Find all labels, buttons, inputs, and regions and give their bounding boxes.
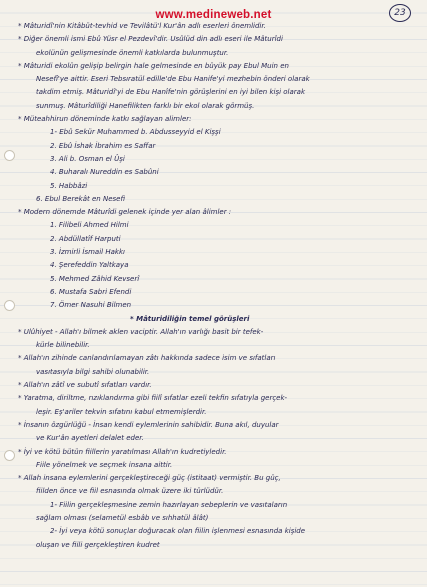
list-item: 1. Filibeli Ahmed Hilmi [50,221,129,230]
list-item: 3. İzmirli İsmail Hakkı [50,248,125,257]
note-line: * Müteahhirun döneminde katkı sağlayan alimler: [18,115,192,124]
list-item: 1- Fiilin gerçekleşmesine zemin hazırlayan sebeplerin ve vasıtaların [50,500,288,509]
list-item: 1- Ebû Sekür Muhammed b. Abdusseyyid el Kişşi [50,128,221,137]
list-item: 2- İyi veya kötü sonuçlar doğuracak olan fiilin işlenmesi esnasında kişide [50,527,306,536]
note-line: Nesefî'ye aittir. Eseri Tebsıratül edille'de Ebu Hanife'yi mezhebin önderi olarak [36,75,310,84]
handwritten-notes [12,20,418,552]
note-line: * Allah insana eylemlerini gerçekleştireceği güç (istitaat) vermiştir. Bu güç, [18,474,281,483]
note-line: vasıtasıyla bilgi sahibi olunabilir. [36,367,150,376]
list-item: oluşan ve fiili gerçekleştiren kudret [36,540,160,549]
list-item: sağlam olması (selametül esbâb ve sıhhatül âlât) [36,513,209,522]
note-line: * İyi ve kötü bütün fiillerin yaratılması Allah'ın kudretiyledir. [18,447,227,456]
note-line: * Allah'ın zihinde canlandırılamayan zâtı hakkında sadece isim ve sıfatları [18,354,276,363]
site-watermark: www.medineweb.net [155,9,272,21]
note-line: ekolünün gelişmesinde önemli katkılarda bulunmuştur. [36,48,229,57]
note-line: sunmuş. Mâturîdiliği Hanefilikten farklı bir ekol olarak görmüş. [36,101,255,110]
note-line: * Modern dönemde Mâturîdi gelenek içinde yer alan âlimler : [18,208,232,217]
list-item: 2. Ebû İshak İbrahim es Saffar [50,141,156,150]
page-number: 23 [389,4,411,22]
note-line: Fiile yönelmek ve seçmek insana aittir. [36,460,173,469]
list-item: 3. Ali b. Osman el Ûşi [50,154,125,163]
note-line: * Allah'ın zâtî ve subutî sıfatları vardır. [18,381,152,390]
list-item: 2. Abdüllatîf Harputi [50,234,121,243]
note-line: * Yaratma, diriltme, rızıklandırma gibi fiilî sıfatlar ezeli tekfin sıfatıyla gerçek- [18,394,288,403]
note-line: ve Kur'ân ayetleri delalet eder. [36,434,144,443]
list-item: 6. Ebul Berekât en Nesefi [36,194,125,203]
note-line: * Mâturidi ekolün gelişip belirgin hale gelmesinde en büyük pay Ebul Muin en [18,61,289,70]
note-line: takdim etmiş. Mâturidî'yi de Ebu Hanîfe'nin görüşlerini en iyi bilen kişi olarak [36,88,306,97]
section-heading: * Mâturidiliğin temel görüşleri [130,314,250,323]
note-line: * Mâturidî'nin Kitâbüt-tevhid ve Tevilâtü'l Kur'ân adlı eserleri önemlidir. [18,22,266,30]
note-line: * İnsanın özgürlüğü - İnsan kendi eylemlerinin sahibidir. Buna akıl, duyular [18,420,279,429]
list-item: 4. Şerefeddin Yaltkaya [50,261,129,270]
note-line: kürle bilinebilir. [36,341,90,350]
list-item: 4. Buharalı Nureddin es Sabûni [50,168,159,177]
note-line: * Ulûhiyet - Allah'ı bilmek aklen vaciptir. Allah'ın varlığı basit bir tefek- [18,327,264,336]
list-item: 5. Mehmed Zâhid Kevserî [50,274,140,283]
list-item: 5. Habbâzi [50,181,88,190]
note-line: fiilden önce ve fiil esnasında olmak üzere iki türlüdür. [36,487,224,496]
note-line: leşir. Eş'ariler tekvin sıfatını kabul etmemişlerdir. [36,407,207,416]
list-item: 6. Mustafa Sabri Efendi [50,287,132,296]
list-item: 7. Ömer Nasuhi Bilmen [50,301,132,310]
note-line: * Diğer önemli ismi Ebû Yüsr el Pezdevî'dir. Usûlüd din adlı eseri ile Mâturîdi [18,35,283,44]
